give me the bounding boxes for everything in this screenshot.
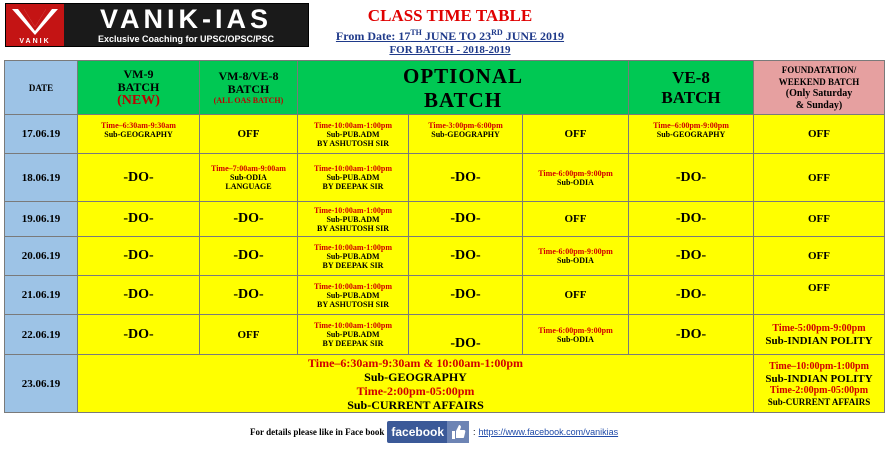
page-title: CLASS TIME TABLE <box>367 6 533 25</box>
row-date: 18.06.19 <box>5 154 78 202</box>
table-row <box>5 154 885 202</box>
cell-weekend: OFF <box>754 154 885 202</box>
cell-weekend: OFF <box>754 237 885 276</box>
cell-opt1: Time-10:00am-1:00pm Sub-PUB.ADM BY DEEPAK SIR <box>298 315 409 355</box>
cell-opt1: Time-10:00am-1:00pm Sub-PUB.ADM BY DEEPAK SIR <box>298 237 409 276</box>
logo-brand-name: VANIK-IAS <box>99 4 272 34</box>
header-vm9: VM-9 BATCH (NEW) <box>78 61 200 115</box>
row-date: 23.06.19 <box>5 355 78 413</box>
cell-weekend: OFF <box>754 202 885 237</box>
cell-opt3: OFF <box>523 202 629 237</box>
cell-weekend: Time–10:00pm-1:00pm Sub-INDIAN POLITY Time-2:00pm-05:00pm Sub-CURRENT AFFAIRS <box>754 355 885 413</box>
cell-vm8: -DO- <box>200 237 298 276</box>
cell-vm9: -DO- <box>78 315 200 355</box>
cell-ve8: -DO- <box>629 315 754 355</box>
cell-vm8: Time–7:00am-9:00am Sub-ODIA LANGUAGE <box>200 154 298 202</box>
row-date: 21.06.19 <box>5 276 78 315</box>
cell-vm9: -DO- <box>78 237 200 276</box>
table-row <box>5 315 885 355</box>
table-row <box>5 202 885 237</box>
cell-opt3: OFF <box>523 276 629 315</box>
cell-opt2: -DO- <box>409 276 523 315</box>
cell-opt3: Time-6:00pm-9:00pm Sub-ODIA <box>523 154 629 202</box>
cell-opt2: -DO- <box>409 237 523 276</box>
header-ve8: VE-8 BATCH <box>629 61 754 115</box>
header-row <box>5 61 885 115</box>
row-date: 19.06.19 <box>5 202 78 237</box>
cell-opt2: -DO- <box>409 202 523 237</box>
table-row <box>5 276 885 315</box>
header-weekend: FOUNDATATION/ WEEKEND BATCH (Only Saturday & Sunday) <box>754 61 885 115</box>
date-range: From Date: 17TH JUNE TO 23RD JUNE 2019 <box>335 28 565 43</box>
footer <box>250 420 618 444</box>
cell-opt1: Time-10:00am-1:00pm Sub-PUB.ADM BY ASHUTOSH SIR <box>298 276 409 315</box>
cell-opt2: Time-3:00pm-6:00pm Sub-GEOGRAPHY <box>409 115 523 154</box>
logo-mark-text: VANIK <box>19 38 51 45</box>
row-date: 17.06.19 <box>5 115 78 154</box>
cell-opt2: -DO- <box>409 154 523 202</box>
timetable <box>4 60 885 413</box>
cell-opt1: Time-10:00am-1:00pm Sub-PUB.ADM BY ASHUTOSH SIR <box>298 115 409 154</box>
facebook-label: facebook <box>391 425 445 439</box>
cell-ve8: -DO- <box>629 237 754 276</box>
cell-vm9: -DO- <box>78 276 200 315</box>
cell-weekend: OFF <box>754 115 885 154</box>
cell-opt1: Time-10:00am-1:00pm Sub-PUB.ADM BY DEEPAK SIR <box>298 154 409 202</box>
header-vm8: VM-8/VE-8 BATCH (ALL OAS BATCH) <box>200 61 298 115</box>
cell-ve8: -DO- <box>629 202 754 237</box>
cell-opt2: -DO- <box>409 315 523 355</box>
row-date: 22.06.19 <box>5 315 78 355</box>
facebook-link[interactable]: https://www.facebook.com/vanikias <box>478 427 619 437</box>
cell-vm8: -DO- <box>200 276 298 315</box>
cell-vm8: OFF <box>200 115 298 154</box>
cell-opt3: Time-6:00pm-9:00pm Sub-ODIA <box>523 315 629 355</box>
cell-ve8: -DO- <box>629 276 754 315</box>
footer-text: For details please like in Face book <box>250 427 385 437</box>
footer-colon: : <box>473 427 476 437</box>
cell-vm9: -DO- <box>78 154 200 202</box>
cell-ve8: -DO- <box>629 154 754 202</box>
cell-opt1: Time-10:00am-1:00pm Sub-PUB.ADM BY ASHUTOSH SIR <box>298 202 409 237</box>
cell-vm9: Time–6:30am-9:30am Sub-GEOGRAPHY <box>78 115 200 154</box>
table-row <box>5 115 885 154</box>
cell-ve8: Time–6:00pm-9:00pm Sub-GEOGRAPHY <box>629 115 754 154</box>
table-row <box>5 237 885 276</box>
row-date: 20.06.19 <box>5 237 78 276</box>
header-date: DATE <box>5 61 78 115</box>
facebook-like-button[interactable] <box>387 421 469 443</box>
header-optional: OPTIONAL BATCH <box>298 61 629 115</box>
logo-tagline: Exclusive Coaching for UPSC/OPSC/PSC <box>97 34 275 44</box>
table-row-sunday <box>5 355 885 413</box>
cell-sunday-all-batches: Time–6:30am-9:30am & 10:00am-1:00pm Sub-GEOGRAPHY Time-2:00pm-05:00pm Sub-CURRENT AFFAIRS <box>78 355 754 413</box>
cell-weekend: Time-5:00pm-9:00pm Sub-INDIAN POLITY <box>754 315 885 355</box>
batch-label: FOR BATCH - 2018-2019 <box>389 44 511 56</box>
cell-weekend: OFF <box>754 276 885 315</box>
cell-vm8: -DO- <box>200 202 298 237</box>
thumbs-up-icon <box>447 421 469 443</box>
cell-opt3: Time-6:00pm-9:00pm Sub-ODIA <box>523 237 629 276</box>
cell-vm8: OFF <box>200 315 298 355</box>
cell-opt3: OFF <box>523 115 629 154</box>
cell-vm9: -DO- <box>78 202 200 237</box>
